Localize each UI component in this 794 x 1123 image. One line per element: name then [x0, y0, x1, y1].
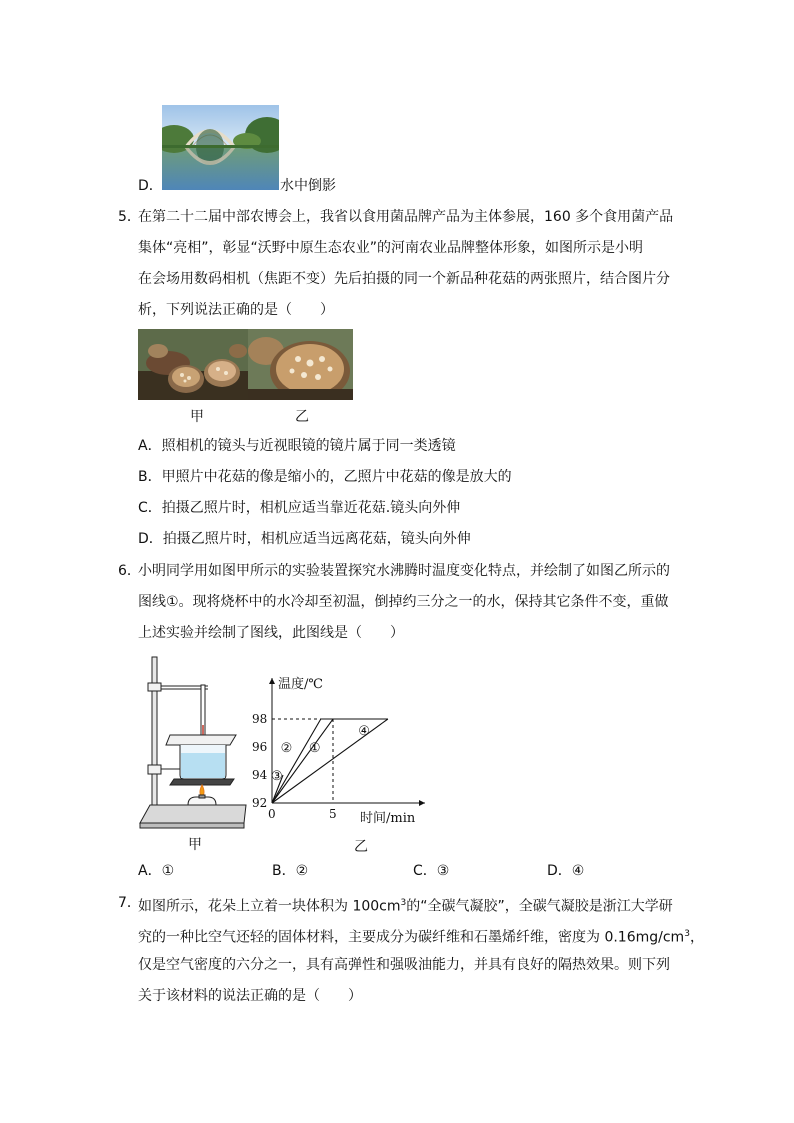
x-tick-label-1: 5	[329, 807, 337, 821]
q5-option-d: D．拍摄乙照片时，相机应适当远离花菇，镜头向外伸	[138, 531, 471, 547]
mushroom-photo-jia	[138, 329, 248, 400]
q6-option-a: A．①	[138, 863, 175, 879]
mushroom-photo-yi	[248, 329, 353, 400]
q5-option-c: C．拍摄乙照片时，相机应适当靠近花菇.镜头向外伸	[138, 500, 461, 516]
series-label-3: ③	[271, 769, 283, 784]
q5-label-jia: 甲	[190, 409, 204, 425]
temperature-time-chart	[250, 670, 435, 832]
q5-option-b: B．甲照片中花菇的像是缩小的，乙照片中花菇的像是放大的	[138, 469, 512, 485]
q7-text-line-2	[138, 924, 704, 948]
q6-text-line-2: 图线①。现将烧杯中的水冷却至初温，倒掉约三分之一的水，保持其它条件不变，重做	[138, 594, 669, 610]
q5-option-a: A．照相机的镜头与近视眼镜的镜片属于同一类透镜	[138, 438, 456, 454]
q7-line-1-post: 的“全碳气凝胶”，全碳气凝胶是浙江大学研	[406, 898, 673, 915]
q7-line-2-post: ，	[689, 929, 704, 946]
q6-label-jia: 甲	[188, 837, 202, 853]
series-line-4	[272, 719, 388, 803]
q4-option-d-caption: 水中倒影	[280, 178, 336, 194]
q6-option-b: B．②	[272, 863, 309, 879]
y-axis-arrow	[269, 678, 275, 684]
series-label-2: ②	[280, 741, 293, 756]
q7-text-line-3: 仅是空气密度的六分之一，具有高弹性和强吸油能力，并具有良好的隔热效果。则下列	[138, 957, 670, 973]
q7-line-1-sup: 3	[400, 898, 407, 908]
q7-number: 7．	[118, 895, 141, 911]
q5-text-line-1: 在第二十二届中部农博会上，我省以食用菌品牌产品为主体参展，160 多个食用菌产品	[138, 209, 674, 225]
q6-label-yi: 乙	[354, 839, 368, 855]
bridge-reflection-photo	[162, 105, 279, 190]
x-tick-label-0: 0	[268, 807, 276, 821]
series-label-4: ④	[358, 724, 370, 739]
boiling-apparatus-figure	[138, 655, 250, 830]
q5-label-yi: 乙	[295, 409, 309, 425]
y-tick-label-3: 98	[252, 712, 268, 726]
q4-option-d-label: D．	[138, 178, 163, 194]
q6-text-line-3: 上述实验并绘制了图线，此图线是（ ）	[138, 625, 404, 641]
y-tick-label-1: 94	[252, 768, 268, 782]
x-axis-arrow	[419, 800, 425, 806]
q5-text-line-4: 析，下列说法正确的是（ ）	[138, 302, 334, 318]
q7-line-2-pre: 究的一种比空气还轻的固体材料，主要成分为碳纤维和石墨烯纤维，密度为 0.16mg/cm	[138, 929, 685, 946]
q6-option-d: D．④	[547, 863, 585, 879]
q5-text-line-3: 在会场用数码相机（焦距不变）先后拍摄的同一个新品种花菇的两张照片，结合图片分	[138, 271, 670, 287]
y-axis-label: 温度/℃	[278, 677, 323, 692]
series-label-1: ①	[308, 741, 321, 756]
q6-option-c: C．③	[413, 863, 450, 879]
y-tick-label-2: 96	[252, 740, 268, 754]
q7-line-1-pre: 如图所示，花朵上立着一块体积为 100cm	[138, 898, 401, 915]
q5-number: 5．	[118, 209, 141, 225]
q6-text-line-1: 小明同学用如图甲所示的实验装置探究水沸腾时温度变化特点，并绘制了如图乙所示的	[138, 563, 670, 579]
q7-text-line-1	[138, 893, 673, 917]
q6-number: 6．	[118, 563, 141, 579]
q7-line-2-sup: 3	[684, 929, 690, 939]
x-axis-label: 时间/min	[360, 811, 416, 826]
q7-text-line-4: 关于该材料的说法正确的是（ ）	[138, 988, 362, 1004]
q5-text-line-2: 集体“亮相”，彰显“沃野中原生态农业”的河南农业品牌整体形象，如图所示是小明	[138, 240, 644, 256]
y-tick-label-0: 92	[252, 796, 268, 810]
